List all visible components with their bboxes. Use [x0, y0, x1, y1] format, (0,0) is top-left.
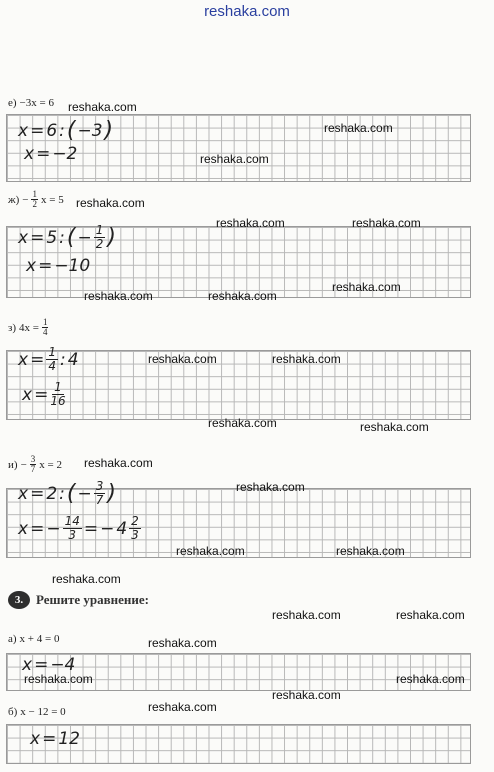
denominator: 2 [32, 199, 37, 209]
problem-b-label [8, 706, 66, 718]
numerator: 14 [64, 514, 80, 528]
equals-sign: = [38, 256, 53, 276]
watermark: reshaka.com [84, 456, 153, 470]
equals-sign: = [34, 384, 49, 405]
problem-equation: x − 12 = 0 [20, 706, 66, 718]
variable: x [30, 729, 41, 749]
watermark: reshaka.com [148, 636, 217, 650]
denominator: 2 [95, 237, 104, 251]
improper-fraction [63, 515, 82, 542]
numerator: 1 [48, 345, 56, 359]
watermark: reshaka.com [200, 152, 269, 166]
problem-equation: x + 4 = 0 [19, 633, 60, 645]
site-title[interactable]: reshaka.com [204, 3, 290, 20]
watermark: reshaka.com [52, 572, 121, 586]
mixed-fraction [129, 515, 141, 542]
variable: x [18, 120, 29, 141]
numerator: 3 [95, 479, 104, 493]
numerator: 1 [95, 223, 104, 237]
division-sign: : [59, 349, 66, 370]
problem-letter: б) [8, 706, 18, 718]
equals-sign: = [30, 227, 45, 248]
minus-sign: − [20, 458, 27, 471]
watermark: reshaka.com [76, 196, 145, 210]
minus-sign: − [77, 483, 92, 504]
numerator: 1 [32, 189, 37, 199]
watermark: reshaka.com [216, 216, 285, 230]
watermark: reshaka.com [24, 672, 93, 686]
equation-rest: x = 2 [39, 458, 62, 471]
equals-sign: = [30, 349, 45, 370]
division-sign: : [59, 120, 65, 141]
watermark: reshaka.com [352, 216, 421, 230]
answer: −4 [50, 655, 76, 675]
numerator: 3 [30, 454, 36, 464]
solution-zh-line2 [26, 256, 90, 276]
divisor: −3 [77, 120, 103, 141]
answer: −2 [52, 144, 78, 164]
watermark: reshaka.com [236, 480, 305, 494]
whole-part: 4 [116, 518, 128, 539]
minus-sign: − [77, 227, 92, 248]
variable: x [18, 483, 29, 504]
solution-zh-line1 [18, 224, 116, 251]
watermark: reshaka.com [208, 289, 277, 303]
watermark: reshaka.com [396, 672, 465, 686]
equals-sign: = [34, 655, 49, 675]
solution-z-line1 [18, 346, 79, 373]
close-paren: ) [104, 118, 114, 143]
variable: x [22, 384, 33, 405]
divisor-fraction [94, 224, 106, 251]
task-title: Решите уравнение: [36, 592, 150, 607]
denominator: 4 [48, 359, 56, 373]
problem-letter: ж) [8, 193, 20, 206]
equals-sign: = [30, 483, 45, 504]
watermark: reshaka.com [176, 544, 245, 558]
equation-rest: x = 5 [40, 193, 64, 206]
close-paren: ) [107, 481, 116, 506]
numerator: 2 [131, 514, 139, 528]
denominator: 4 [42, 327, 48, 337]
watermark: reshaka.com [336, 544, 405, 558]
open-paren: ( [66, 225, 76, 250]
problem-z-label [8, 318, 48, 337]
denominator: 16 [50, 394, 66, 408]
solution-e-line2 [24, 144, 77, 164]
problem-zh-label [8, 190, 64, 209]
close-paren: ) [107, 225, 116, 250]
equals-sign: = [42, 729, 57, 749]
watermark: reshaka.com [84, 289, 153, 303]
variable: x [18, 349, 29, 370]
watermark: reshaka.com [332, 280, 401, 294]
equals-sign: = [30, 518, 45, 539]
open-paren: ( [66, 481, 76, 506]
denominator: 3 [131, 528, 139, 542]
problem-letter: и) [8, 458, 18, 471]
answer: 12 [58, 729, 80, 749]
watermark: reshaka.com [396, 608, 465, 622]
denominator: 7 [30, 464, 36, 474]
minus-sign: − [46, 518, 61, 539]
variable: x [18, 227, 29, 248]
rhs-fraction [42, 318, 49, 337]
dividend-fraction [46, 346, 58, 373]
watermark: reshaka.com [68, 100, 137, 114]
division-sign: : [59, 483, 65, 504]
problem-a-label [8, 633, 59, 645]
watermark: reshaka.com [272, 688, 341, 702]
variable: x [18, 518, 29, 539]
coefficient-fraction [31, 190, 38, 209]
minus-sign: − [22, 193, 29, 206]
solution-i-line2 [18, 515, 141, 542]
solution-b-line1 [30, 729, 80, 749]
division-sign: : [59, 227, 65, 248]
numerator: 1 [42, 317, 48, 327]
solution-e-line1 [18, 118, 113, 143]
variable: x [26, 256, 37, 276]
dividend: 2 [46, 483, 58, 504]
problem-letter: а) [8, 633, 17, 645]
watermark: reshaka.com [208, 416, 277, 430]
solution-i-line1 [18, 480, 116, 507]
equals-sign: = [36, 144, 51, 164]
equation-left: 4x = [19, 321, 39, 334]
open-paren: ( [66, 118, 76, 143]
problem-e-label [8, 97, 54, 109]
answer-fraction [50, 381, 65, 408]
dividend: 6 [46, 120, 58, 141]
watermark: reshaka.com [272, 608, 341, 622]
task-number-badge: 3. [8, 591, 30, 609]
task-3-header [8, 591, 149, 609]
numerator: 1 [54, 380, 62, 394]
minus-sign: − [100, 518, 115, 539]
watermark: reshaka.com [148, 352, 217, 366]
equals-sign: = [83, 518, 99, 539]
variable: x [22, 655, 33, 675]
solution-z-line2 [22, 381, 66, 408]
problem-i-label [8, 455, 62, 474]
divisor-fraction [94, 480, 106, 507]
denominator: 3 [68, 528, 77, 542]
watermark: reshaka.com [360, 420, 429, 434]
coefficient-fraction [30, 455, 37, 474]
watermark: reshaka.com [324, 121, 393, 135]
problem-letter: з) [8, 321, 17, 334]
equals-sign: = [30, 120, 45, 141]
variable: x [24, 144, 35, 164]
watermark: reshaka.com [272, 352, 341, 366]
dividend: 5 [46, 227, 58, 248]
denominator: 7 [95, 493, 104, 507]
watermark: reshaka.com [148, 700, 217, 714]
problem-equation: −3x = 6 [19, 97, 54, 109]
problem-letter: е) [8, 97, 17, 109]
divisor: 4 [67, 349, 79, 370]
answer: −10 [54, 256, 91, 276]
